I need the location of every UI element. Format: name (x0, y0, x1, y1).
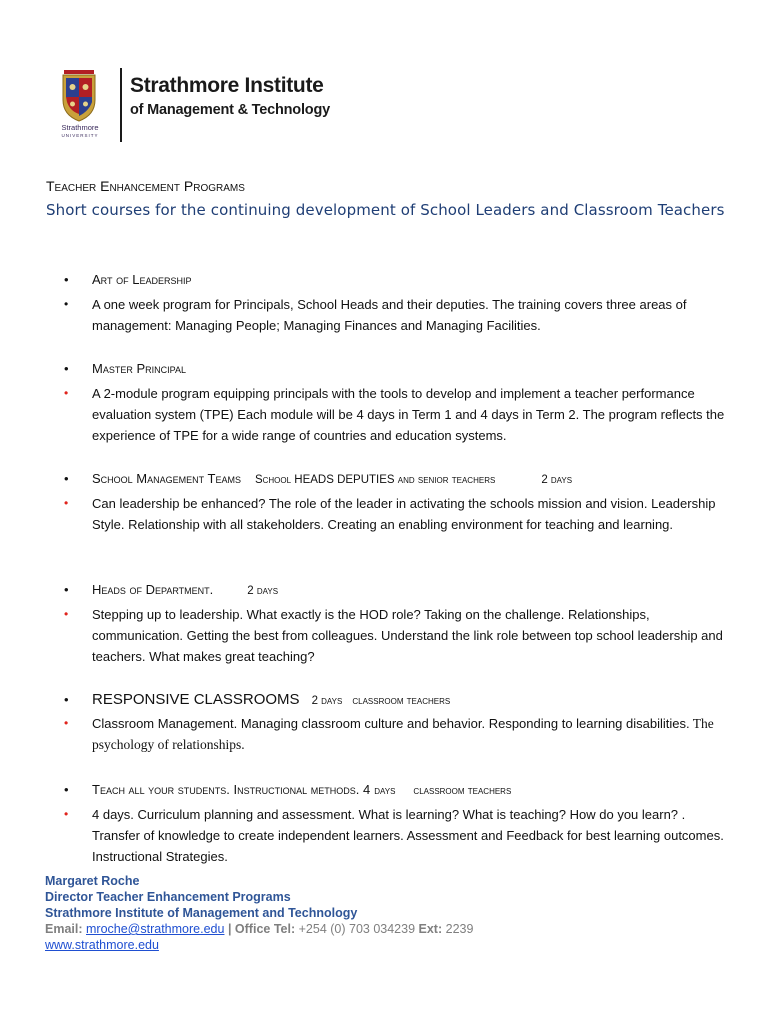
email-link[interactable]: mroche@strathmore.edu (86, 922, 225, 936)
red-bullet-icon: • (64, 386, 69, 400)
contact-organization: Strathmore Institute of Management and Technology (45, 906, 358, 920)
program-master-principal (62, 361, 742, 446)
red-bullet-icon: • (64, 607, 69, 621)
bullet-icon: • (64, 471, 69, 486)
bullet-icon: • (64, 297, 69, 311)
program-description (92, 713, 732, 755)
office-tel-label: Office Tel: (234, 922, 296, 936)
program-description: Can leadership be enhanced? The role of the leader in activating the schools mission and vision. Leadership Style. Relationship with all stakeholders. Creating an enabling environment for teaching and learning. (92, 496, 716, 532)
contact-role: Director Teacher Enhancement Programs (45, 890, 291, 904)
university-crest-icon (60, 70, 98, 122)
program-description-serif: The psychology of relationships. (92, 716, 714, 752)
program-duration: days (374, 785, 396, 797)
document-title: Teacher Enhancement Programs (46, 178, 245, 194)
bullet-icon: • (64, 782, 69, 797)
bullet-icon: • (64, 692, 69, 707)
program-school-management-teams (62, 471, 742, 535)
program-heading: Heads of Department. (92, 582, 214, 597)
program-audience: classroom teachers (413, 785, 512, 797)
ext-value: 2239 (445, 922, 474, 936)
university-sub: UNIVERSITY (61, 133, 99, 138)
contact-details (45, 921, 473, 937)
program-heading: Master Principal (92, 361, 186, 376)
strathmore-logo (54, 68, 344, 148)
ext-label: Ext: (418, 922, 443, 936)
program-heading: RESPONSIVE CLASSROOMS (92, 691, 300, 708)
red-bullet-icon: • (64, 496, 69, 510)
program-responsive-classrooms (62, 691, 742, 755)
bullet-icon: • (64, 272, 69, 287)
program-duration: 2 days (247, 585, 279, 597)
office-tel-value: +254 (0) 703 034239 (298, 922, 416, 936)
bullet-icon: • (64, 361, 69, 376)
contact-name: Margaret Roche (45, 874, 140, 888)
email-label: Email: (45, 922, 83, 936)
institute-name-line1: Strathmore Institute (130, 74, 324, 97)
institute-name-line2: of Management & Technology (130, 102, 330, 118)
program-duration: 2 days (541, 474, 573, 486)
university-name: Strathmore (61, 123, 99, 132)
program-heading: School Management Teams (92, 471, 241, 486)
logo-divider (120, 68, 122, 142)
program-heading: Art of Leadership (92, 272, 192, 287)
red-bullet-icon: • (64, 807, 69, 821)
program-duration: 2 days (311, 695, 343, 707)
website-link[interactable]: www.strathmore.edu (45, 938, 159, 952)
contact-signature (45, 873, 473, 953)
program-description: 4 days. Curriculum planning and assessment. What is learning? What is teaching? How do you learn? . Transfer of knowledge to create independent learners. Assessment and Feedback for best learning outcomes. Instructional Strategies. (92, 807, 724, 864)
program-heads-of-department (62, 582, 742, 667)
separator: | (227, 922, 232, 936)
document-subtitle: Short courses for the continuing development of School Leaders and Classroom Teachers (46, 201, 725, 219)
university-wordmark (54, 124, 106, 140)
program-description: A one week program for Principals, School Heads and their deputies. The training covers three areas of management: Managing People; Managing Finances and Managing Facilities. (92, 297, 687, 333)
bullet-icon: • (64, 582, 69, 597)
program-heading: Teach all your students. Instructional methods. 4 (92, 782, 371, 797)
program-description-text: Classroom Management. Managing classroom culture and behavior. Responding to learning disabilities. (92, 716, 690, 731)
program-description: Stepping up to leadership. What exactly is the HOD role? Taking on the challenge. Relationships, communication. Getting the best from colleagues. Understand the link role between top school leadership and teachers. What makes great teaching? (92, 607, 723, 664)
red-bullet-icon: • (64, 716, 69, 730)
program-teach-all-your-students (62, 782, 742, 867)
program-art-of-leadership (62, 272, 742, 336)
program-audience: classroom teachers (352, 695, 451, 707)
program-audience: School HEADS DEPUTIES and senior teachers (254, 474, 496, 486)
program-description: A 2-module program equipping principals with the tools to develop and implement a teacher performance evaluation system (TPE) Each module will be 4 days in Term 1 and 4 days in Term 2. The program reflects the experience of TPE for a wide range of countries and education systems. (92, 386, 725, 443)
